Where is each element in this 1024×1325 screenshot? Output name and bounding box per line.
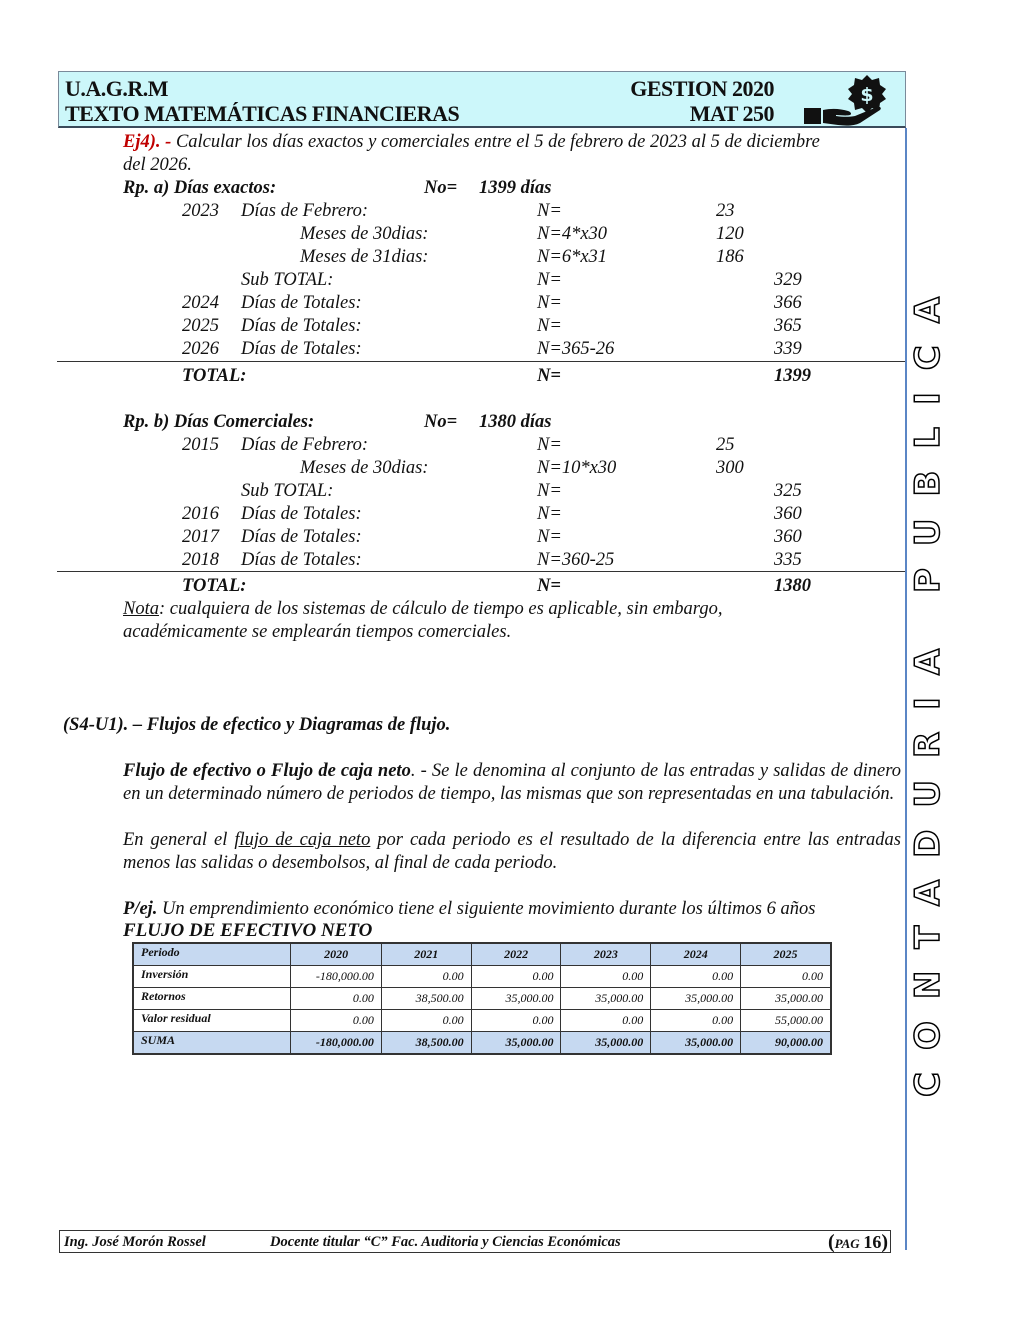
row-desc: Meses de 30dias: — [300, 224, 429, 244]
exact-total-label: TOTAL: — [182, 366, 247, 386]
row-formula: N=6*x31 — [537, 247, 608, 267]
gestion-year: GESTION 2020 — [630, 76, 774, 101]
row-year: 2016 — [182, 504, 219, 524]
author-name: Ing. José Morón Rossel — [64, 1234, 206, 1250]
header-cell: 2021 — [381, 943, 471, 966]
cell: 0.00 — [651, 966, 741, 988]
row-year: 2024 — [182, 293, 219, 313]
definition-paragraph — [123, 760, 901, 806]
definition-term: Flujo de efectivo o Flujo de caja neto — [123, 761, 411, 781]
header-cell: 2022 — [471, 943, 561, 966]
row-partial: 300 — [716, 458, 744, 478]
table-title: FLUJO DE EFECTIVO NETO — [123, 920, 373, 941]
document-title: TEXTO MATEMÁTICAS FINANCIERAS — [65, 101, 460, 126]
row-partial: 25 — [716, 435, 735, 455]
row-partial: 120 — [716, 224, 744, 244]
row-formula: N= — [537, 293, 562, 313]
row-total: 339 — [774, 339, 802, 359]
row-formula: N= — [537, 527, 562, 547]
row-total: 360 — [774, 527, 802, 547]
row-formula: N= — [537, 504, 562, 524]
note-line2: académicamente se emplearán tiempos comerciales. — [123, 622, 512, 642]
note — [123, 598, 722, 620]
exact-days-no-label: No= — [424, 178, 458, 198]
cell: 0.00 — [471, 966, 561, 988]
row-partial: 186 — [716, 247, 744, 267]
row-desc: Días de Totales: — [241, 339, 362, 359]
exercise-text-line2: del 2026. — [123, 155, 192, 175]
page-number — [828, 1231, 888, 1255]
cell: 0.00 — [381, 966, 471, 988]
exercise-statement — [123, 131, 820, 153]
row-formula: N= — [537, 481, 562, 501]
definition2-underlined: flujo de caja neto — [234, 830, 371, 850]
example-text: Un emprendimiento económico tiene el siguiente movimiento durante los últimos 6 años — [157, 899, 816, 919]
definition-paragraph-2 — [123, 829, 901, 875]
cell: 0.00 — [561, 966, 651, 988]
row-year: 2025 — [182, 316, 219, 336]
cell: 0.00 — [651, 1010, 741, 1032]
example-label: P/ej. — [123, 899, 158, 919]
row-desc: Días de Totales: — [241, 504, 362, 524]
institution-name: U.A.G.R.M — [65, 76, 169, 101]
row-label: Retornos — [133, 988, 291, 1010]
definition-text: . - Se le denomina al conjunto de las entradas y salidas de dinero en un determinado número de periodos de tiempo, las mismas que son representadas en una tabulación. — [123, 761, 901, 804]
exact-total-value: 1399 — [774, 366, 811, 386]
cell: 0.00 — [471, 1010, 561, 1032]
row-label: Inversión — [133, 966, 291, 988]
table-row — [133, 1010, 831, 1032]
cell: 0.00 — [291, 1010, 382, 1032]
table-sum-row — [133, 1032, 831, 1055]
row-formula: N=10*x30 — [537, 458, 617, 478]
row-year: 2017 — [182, 527, 219, 547]
row-desc: Sub TOTAL: — [241, 481, 334, 501]
row-desc: Sub TOTAL: — [241, 270, 334, 290]
row-formula: N= — [537, 435, 562, 455]
exercise-text-line1: Calcular los días exactos y comerciales entre el 5 de febrero de 2023 al 5 de diciembre — [175, 132, 820, 152]
commercial-total-formula: N= — [537, 576, 561, 596]
definition2-pre: En general el — [123, 830, 235, 850]
note-label: Nota — [123, 599, 159, 619]
row-desc: Días de Febrero: — [241, 435, 369, 455]
page-number-value: 16 — [863, 1232, 882, 1252]
svg-text:$: $ — [860, 84, 874, 106]
row-formula: N= — [537, 316, 562, 336]
cell: 55,000.00 — [741, 1010, 831, 1032]
row-desc: Días de Totales: — [241, 550, 362, 570]
header-cell: 2025 — [741, 943, 831, 966]
cell: 90,000.00 — [741, 1032, 831, 1055]
row-year: 2015 — [182, 435, 219, 455]
header-cell: 2023 — [561, 943, 651, 966]
exact-total-formula: N= — [537, 366, 561, 386]
table-row — [133, 966, 831, 988]
page-label: PAG — [834, 1236, 860, 1251]
cell: 35,000.00 — [651, 988, 741, 1010]
cell: 0.00 — [291, 988, 382, 1010]
cell: 38,500.00 — [381, 1032, 471, 1055]
row-desc: Meses de 30dias: — [300, 458, 429, 478]
cell: -180,000.00 — [291, 1032, 382, 1055]
cell: 0.00 — [381, 1010, 471, 1032]
cell: 35,000.00 — [741, 988, 831, 1010]
course-code: MAT 250 — [689, 101, 774, 126]
cell: 38,500.00 — [381, 988, 471, 1010]
cell: 35,000.00 — [561, 1032, 651, 1055]
row-total: 366 — [774, 293, 802, 313]
row-formula: N=365-26 — [537, 339, 615, 359]
author-position: Docente titular “C” Fac. Auditoria y Ciencias Económicas — [270, 1234, 621, 1250]
row-formula: N= — [537, 201, 562, 221]
row-year: 2018 — [182, 550, 219, 570]
row-desc: Días de Totales: — [241, 527, 362, 547]
side-banner: CONTADURIA PUBLICA — [908, 274, 948, 1098]
exact-days-heading: Rp. a) Días exactos: — [123, 178, 277, 198]
commercial-days-no-label: No= — [424, 412, 458, 432]
money-hand-icon — [801, 74, 901, 126]
row-formula: N= — [537, 270, 562, 290]
paren-open: ( — [827, 1231, 835, 1253]
page-header — [58, 71, 906, 128]
table-header-row — [133, 943, 831, 966]
cell: 35,000.00 — [561, 988, 651, 1010]
page-footer — [59, 1230, 891, 1253]
note-line1: : cualquiera de los sistemas de cálculo de tiempo es aplicable, sin embargo, — [158, 599, 723, 619]
example-line — [123, 898, 815, 920]
row-total: 360 — [774, 504, 802, 524]
definition2-post: por cada periodo es el resultado de la diferencia entre las entradas menos las salidas o desembolsos, al final de cada periodo. — [123, 830, 901, 873]
paren-close: ) — [881, 1231, 888, 1253]
header-cell: Periodo — [133, 943, 291, 966]
exercise-label: Ej4). - — [123, 132, 172, 152]
exact-days-no-value: 1399 días — [479, 178, 552, 198]
header-cell: 2024 — [651, 943, 741, 966]
cell: 0.00 — [741, 966, 831, 988]
total-divider — [57, 571, 905, 572]
commercial-total-label: TOTAL: — [182, 576, 247, 596]
cell: 0.00 — [561, 1010, 651, 1032]
row-desc: Días de Febrero: — [241, 201, 369, 221]
row-total: 329 — [774, 270, 802, 290]
cell: 35,000.00 — [471, 1032, 561, 1055]
row-year: 2026 — [182, 339, 219, 359]
row-partial: 23 — [716, 201, 735, 221]
section-title: (S4-U1). – Flujos de efectico y Diagramas de flujo. — [63, 715, 451, 735]
cash-flow-table — [132, 942, 832, 1055]
row-total: 325 — [774, 481, 802, 501]
commercial-total-value: 1380 — [774, 576, 811, 596]
cell: 35,000.00 — [471, 988, 561, 1010]
table-row — [133, 988, 831, 1010]
row-year: 2023 — [182, 201, 219, 221]
row-label: SUMA — [133, 1032, 291, 1055]
row-formula: N=360-25 — [537, 550, 615, 570]
cell: 35,000.00 — [651, 1032, 741, 1055]
row-desc: Días de Totales: — [241, 293, 362, 313]
row-total: 365 — [774, 316, 802, 336]
header-cell: 2020 — [291, 943, 382, 966]
row-label: Valor residual — [133, 1010, 291, 1032]
total-divider — [57, 361, 905, 362]
cell: -180,000.00 — [291, 966, 382, 988]
commercial-days-no-value: 1380 días — [479, 412, 552, 432]
right-margin-line — [905, 128, 907, 1250]
row-total: 335 — [774, 550, 802, 570]
row-desc: Días de Totales: — [241, 316, 362, 336]
commercial-days-heading: Rp. b) Días Comerciales: — [123, 412, 315, 432]
row-formula: N=4*x30 — [537, 224, 608, 244]
row-desc: Meses de 31dias: — [300, 247, 429, 267]
